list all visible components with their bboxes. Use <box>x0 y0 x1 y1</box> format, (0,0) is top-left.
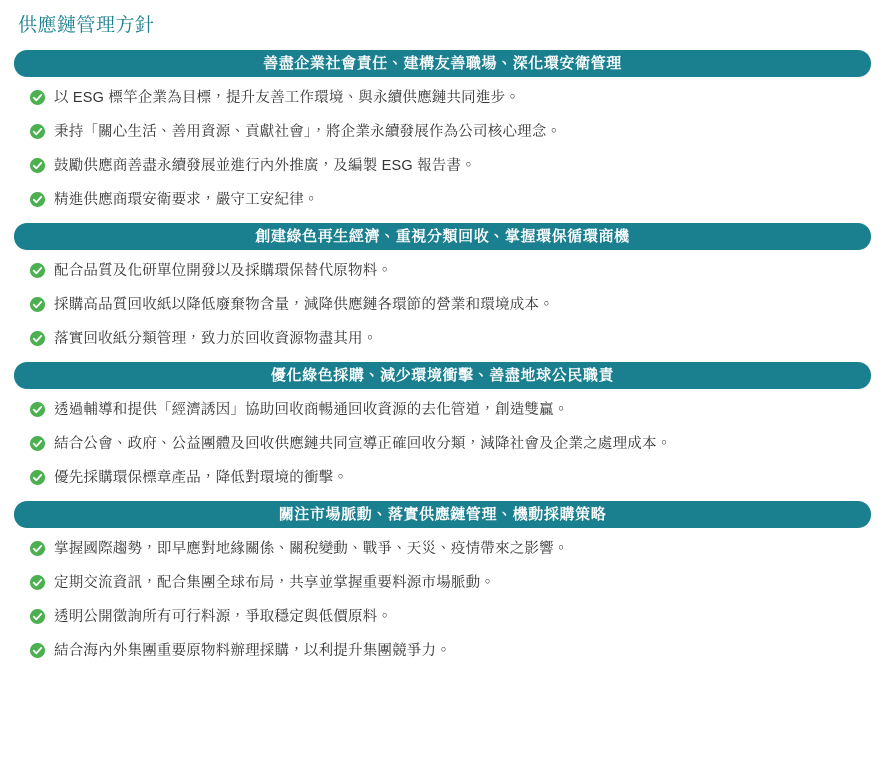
list-item <box>30 149 871 183</box>
bullet-text: 透明公開徵詢所有可行料源，爭取穩定與低價原料。 <box>54 609 393 625</box>
list-item <box>30 322 871 356</box>
check-circle-icon <box>30 192 45 207</box>
list-item <box>30 427 871 461</box>
bullet-text: 落實回收紙分類管理，致力於回收資源物盡其用。 <box>54 331 378 347</box>
bullet-text: 結合海內外集團重要原物料辦理採購，以利提升集團競爭力。 <box>54 643 451 659</box>
bullet-list <box>14 532 871 668</box>
check-circle-icon <box>30 609 45 624</box>
bullet-text: 透過輔導和提供「經濟誘因」協助回收商暢通回收資源的去化管道，創造雙贏。 <box>54 402 569 418</box>
policy-section-2 <box>14 223 871 356</box>
section-heading: 善盡企業社會責任、建構友善職場、深化環安衛管理 <box>14 50 871 77</box>
section-heading: 關注市場脈動、落實供應鏈管理、機動採購策略 <box>14 501 871 528</box>
check-circle-icon <box>30 331 45 346</box>
check-circle-icon <box>30 90 45 105</box>
bullet-text: 採購高品質回收紙以降低廢棄物含量，減降供應鏈各環節的營業和環境成本。 <box>54 297 554 313</box>
section-heading: 優化綠色採購、減少環境衝擊、善盡地球公民職責 <box>14 362 871 389</box>
page-title: 供應鏈管理方針 <box>18 15 155 36</box>
bullet-text: 以 ESG 標竿企業為目標，提升友善工作環境、與永續供應鏈共同進步。 <box>54 90 520 106</box>
list-item <box>30 634 871 668</box>
list-item <box>30 566 871 600</box>
check-circle-icon <box>30 643 45 658</box>
list-item <box>30 461 871 495</box>
bullet-text: 配合品質及化研單位開發以及採購環保替代原物料。 <box>54 263 393 279</box>
policy-section-4 <box>14 501 871 668</box>
list-item <box>30 254 871 288</box>
check-circle-icon <box>30 124 45 139</box>
list-item <box>30 115 871 149</box>
bullet-list <box>14 254 871 356</box>
check-circle-icon <box>30 263 45 278</box>
bullet-text: 掌握國際趨勢，即早應對地緣關係、關稅變動、戰爭、天災、疫情帶來之影響。 <box>54 541 569 557</box>
bullet-list <box>14 393 871 495</box>
check-circle-icon <box>30 297 45 312</box>
bullet-text: 優先採購環保標章產品，降低對環境的衝擊。 <box>54 470 348 486</box>
bullet-list <box>14 81 871 217</box>
bullet-text: 精進供應商環安衛要求，嚴守工安紀律。 <box>54 192 319 208</box>
bullet-text: 結合公會、政府、公益團體及回收供應鏈共同宣導正確回收分類，減降社會及企業之處理成本。 <box>54 436 672 452</box>
section-heading: 創建綠色再生經濟、重視分類回收、掌握環保循環商機 <box>14 223 871 250</box>
check-circle-icon <box>30 158 45 173</box>
list-item <box>30 532 871 566</box>
check-circle-icon <box>30 470 45 485</box>
policy-section-1 <box>14 50 871 217</box>
list-item <box>30 288 871 322</box>
check-circle-icon <box>30 402 45 417</box>
list-item <box>30 393 871 427</box>
list-item <box>30 81 871 115</box>
check-circle-icon <box>30 575 45 590</box>
check-circle-icon <box>30 541 45 556</box>
list-item <box>30 183 871 217</box>
bullet-text: 秉持「關心生活、善用資源、貢獻社會」，將企業永續發展作為公司核心理念。 <box>54 124 562 140</box>
bullet-text: 定期交流資訊，配合集團全球布局，共享並掌握重要料源市場脈動。 <box>54 575 495 591</box>
list-item <box>30 600 871 634</box>
check-circle-icon <box>30 436 45 451</box>
policy-section-3 <box>14 362 871 495</box>
bullet-text: 鼓勵供應商善盡永續發展並進行內外推廣，及編製 ESG 報告書。 <box>54 158 476 174</box>
sections-container <box>14 50 871 668</box>
